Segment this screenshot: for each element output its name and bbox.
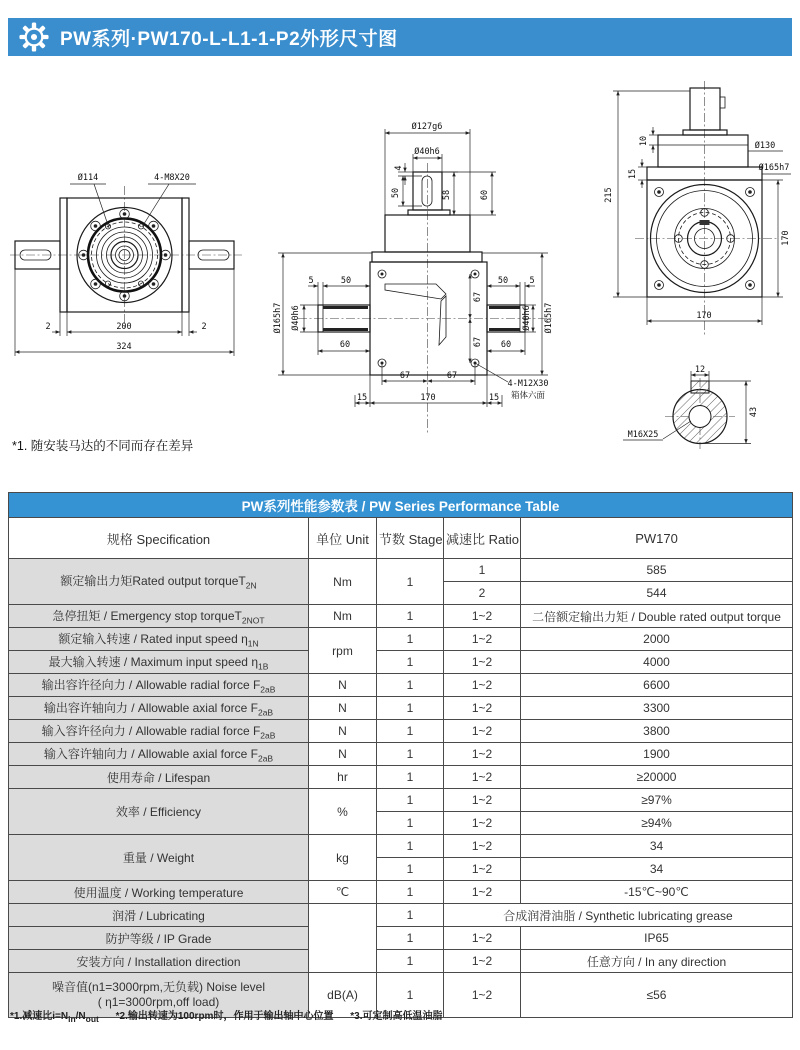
table-row bbox=[9, 628, 793, 651]
table-cell: 1~2 bbox=[444, 927, 521, 950]
dimension-label: 50 bbox=[340, 276, 352, 286]
table-cell: -15℃~90℃ bbox=[521, 881, 793, 904]
table-header-row bbox=[9, 518, 793, 559]
dimension-label: 5 bbox=[308, 276, 314, 286]
table-cell: 使用寿命 / Lifespan bbox=[9, 766, 309, 789]
dimension-label: 5 bbox=[529, 276, 535, 286]
table-cell: 1~2 bbox=[444, 881, 521, 904]
table-cell: ≤56 bbox=[521, 973, 793, 1018]
table-cell: 额定输出力矩Rated output torqueT$_{2N}$ bbox=[9, 559, 309, 605]
table-title-row bbox=[9, 493, 793, 518]
dimension-label: 12 bbox=[694, 365, 706, 375]
table-cell: 防护等级 / IP Grade bbox=[9, 927, 309, 950]
table-cell: IP65 bbox=[521, 927, 793, 950]
table-cell: 输出容许轴向力 / Allowable axial force $F_{2aB}$ bbox=[9, 697, 309, 720]
table-cell: 1 bbox=[377, 927, 444, 950]
table-cell: 34 bbox=[521, 835, 793, 858]
table-cell: 1 bbox=[377, 674, 444, 697]
dimension-label: 50 bbox=[391, 187, 401, 199]
table-cell: 1 bbox=[377, 835, 444, 858]
table-row bbox=[9, 835, 793, 858]
dimension-label: 60 bbox=[500, 340, 512, 350]
dimension-label: 215 bbox=[604, 187, 614, 203]
table-cell: 1 bbox=[444, 559, 521, 582]
dimension-label: 4-M12X30 bbox=[507, 379, 549, 389]
table-cell: Nm bbox=[309, 559, 377, 605]
dimension-label: 67 bbox=[446, 371, 458, 381]
table-row bbox=[9, 743, 793, 766]
table-cell: 1~2 bbox=[444, 674, 521, 697]
column-header: PW170 bbox=[521, 518, 793, 559]
footnote-3: *3.可定制高低温油脂 bbox=[350, 1011, 443, 1022]
dimension-label: 4 bbox=[394, 165, 404, 171]
front-view-drawing bbox=[8, 140, 258, 410]
dimension-label: 67 bbox=[473, 336, 483, 348]
page-title: PW系列·PW170-L-L1-1-P2外形尺寸图 bbox=[60, 28, 398, 50]
table-cell: Nm bbox=[309, 605, 377, 628]
table-cell: 1 bbox=[377, 973, 444, 1018]
table-cell: 任意方向 / In any direction bbox=[521, 950, 793, 973]
performance-table bbox=[8, 492, 793, 1018]
table-cell: 输入容许径向力 / Allowable radial force $F_{2aB}$ bbox=[9, 720, 309, 743]
table-cell: 6600 bbox=[521, 674, 793, 697]
dimension-label: Ø40h6 bbox=[291, 305, 301, 331]
table-cell: 1~2 bbox=[444, 720, 521, 743]
dimension-label: 2 bbox=[45, 322, 51, 332]
dimension-label: 324 bbox=[116, 342, 132, 352]
dimension-label: 43 bbox=[749, 406, 759, 418]
table-row bbox=[9, 950, 793, 973]
footnotes bbox=[10, 1007, 456, 1024]
dimension-label: 15 bbox=[488, 393, 500, 403]
table-row bbox=[9, 789, 793, 812]
table-cell: 1 bbox=[377, 858, 444, 881]
table-cell: 1 bbox=[377, 881, 444, 904]
dimension-label: 15 bbox=[628, 168, 638, 180]
table-cell: 34 bbox=[521, 858, 793, 881]
header-bar bbox=[8, 18, 792, 56]
dimension-label: Ø114 bbox=[77, 173, 99, 183]
table-cell: 2 bbox=[444, 582, 521, 605]
drawing-note: *1. 随安装马达的不同而存在差异 bbox=[12, 439, 194, 453]
dimension-label: Ø130 bbox=[754, 141, 776, 151]
table-cell: 润滑 / Lubricating bbox=[9, 904, 309, 927]
table-cell: dB(A) bbox=[309, 973, 377, 1018]
table-cell: N bbox=[309, 697, 377, 720]
table-cell: 重量 / Weight bbox=[9, 835, 309, 881]
dimension-label: 4-M8X20 bbox=[154, 173, 190, 183]
table-cell: 噪音值(n1=3000rpm,无负载) Noise level ( η1=3000rpm,off load) bbox=[9, 973, 309, 1018]
table-row bbox=[9, 720, 793, 743]
table-cell: 1900 bbox=[521, 743, 793, 766]
gear-icon bbox=[18, 21, 50, 53]
table-row bbox=[9, 881, 793, 904]
footnote-2: *2.输出转速为100rpm时，作用于输出轴中心位置 bbox=[115, 1011, 334, 1022]
dimension-label: 67 bbox=[399, 371, 411, 381]
table-cell: 1~2 bbox=[444, 973, 521, 1018]
table-row bbox=[9, 605, 793, 628]
column-header: 减速比 Ratio bbox=[444, 518, 521, 559]
table-cell: 1 bbox=[377, 766, 444, 789]
table-cell: 1 bbox=[377, 720, 444, 743]
dimension-label: Ø40h6 bbox=[522, 305, 532, 331]
table-cell: 1 bbox=[377, 789, 444, 812]
table-cell: 1~2 bbox=[444, 950, 521, 973]
table-cell: ≥97% bbox=[521, 789, 793, 812]
table-cell: 1 bbox=[377, 697, 444, 720]
table-cell bbox=[309, 904, 377, 973]
table-cell: 4000 bbox=[521, 651, 793, 674]
table-cell: 1 bbox=[377, 904, 444, 927]
dimension-label: 170 bbox=[781, 230, 791, 246]
table-cell: 1 bbox=[377, 559, 444, 605]
table-row bbox=[9, 697, 793, 720]
top-view-drawing bbox=[555, 75, 800, 450]
dimension-label: 箱体六面 bbox=[510, 391, 546, 401]
table-cell: 1 bbox=[377, 812, 444, 835]
table-row bbox=[9, 766, 793, 789]
dimension-label: 67 bbox=[473, 291, 483, 303]
dimension-label: Ø40h6 bbox=[414, 147, 440, 157]
dimension-label: 15 bbox=[356, 393, 368, 403]
table-cell: 1~2 bbox=[444, 766, 521, 789]
dimension-label: 58 bbox=[442, 189, 452, 201]
table-cell: kg bbox=[309, 835, 377, 881]
table-cell: N bbox=[309, 743, 377, 766]
table-cell: 额定输入转速 / Rated input speed $\eta_{1N}$ bbox=[9, 628, 309, 651]
dimension-label: Ø165h7 bbox=[544, 302, 554, 334]
table-cell: ≥94% bbox=[521, 812, 793, 835]
dimension-label: 10 bbox=[639, 135, 649, 147]
table-cell: 输出容许径向力 / Allowable radial force $F_{2aB}$ bbox=[9, 674, 309, 697]
table-cell: 1~2 bbox=[444, 812, 521, 835]
dimension-label: 2 bbox=[201, 322, 207, 332]
table-cell: 使用温度 / Working temperature bbox=[9, 881, 309, 904]
table-cell: 585 bbox=[521, 559, 793, 582]
table-cell: 1~2 bbox=[444, 628, 521, 651]
table-cell: 1~2 bbox=[444, 835, 521, 858]
table-cell: hr bbox=[309, 766, 377, 789]
table-cell: 1~2 bbox=[444, 651, 521, 674]
table-cell: 急停扭矩 / Emergency stop torqueT$_{2NOT}$ bbox=[9, 605, 309, 628]
table-cell: 1 bbox=[377, 651, 444, 674]
table-title: PW系列性能参数表 / PW Series Performance Table bbox=[9, 493, 793, 518]
table-cell: 1 bbox=[377, 743, 444, 766]
table-row bbox=[9, 674, 793, 697]
table-cell: 1~2 bbox=[444, 697, 521, 720]
table-cell: 1~2 bbox=[444, 605, 521, 628]
dimension-label: 170 bbox=[420, 393, 436, 403]
table-cell: 544 bbox=[521, 582, 793, 605]
table-cell: 1 bbox=[377, 628, 444, 651]
column-header: 单位 Unit bbox=[309, 518, 377, 559]
dimension-label: 170 bbox=[696, 311, 712, 321]
table-cell: 2000 bbox=[521, 628, 793, 651]
table-cell: 1~2 bbox=[444, 858, 521, 881]
table-row bbox=[9, 904, 793, 927]
table-cell: 安装方向 / Installation direction bbox=[9, 950, 309, 973]
dimension-label: 200 bbox=[116, 322, 132, 332]
column-header: 规格 Specification bbox=[9, 518, 309, 559]
table-cell: N bbox=[309, 674, 377, 697]
dimension-label: Ø165h7 bbox=[758, 163, 790, 173]
table-row bbox=[9, 927, 793, 950]
table-cell: 输入容许轴向力 / Allowable axial force $F_{2aB}$ bbox=[9, 743, 309, 766]
table-cell: rpm bbox=[309, 628, 377, 674]
dimension-label: 60 bbox=[480, 189, 490, 201]
table-cell: ℃ bbox=[309, 881, 377, 904]
table-cell: 3300 bbox=[521, 697, 793, 720]
table-cell: ≥20000 bbox=[521, 766, 793, 789]
table-cell: % bbox=[309, 789, 377, 835]
table-cell: 效率 / Efficiency bbox=[9, 789, 309, 835]
table-cell: 1~2 bbox=[444, 743, 521, 766]
table-row bbox=[9, 559, 793, 582]
table-cell: N bbox=[309, 720, 377, 743]
table-row bbox=[9, 651, 793, 674]
table-cell: 二倍额定输出力矩 / Double rated output torque bbox=[521, 605, 793, 628]
dimension-label: M16X25 bbox=[627, 430, 659, 440]
dimension-label: 60 bbox=[339, 340, 351, 350]
dimension-label: 50 bbox=[497, 276, 509, 286]
footnote-1: *1.减速比$i=N_{in}/N_{out}$ bbox=[10, 1011, 99, 1024]
table-cell: 3800 bbox=[521, 720, 793, 743]
dimension-label: Ø127g6 bbox=[411, 122, 443, 132]
table-cell: 1 bbox=[377, 950, 444, 973]
table-cell: 1 bbox=[377, 605, 444, 628]
table-cell: 最大输入转速 / Maximum input speed $\eta_{1B}$ bbox=[9, 651, 309, 674]
column-header: 节数 Stage bbox=[377, 518, 444, 559]
table-cell: 1~2 bbox=[444, 789, 521, 812]
side-view-drawing bbox=[270, 85, 555, 440]
dimension-label: Ø165h7 bbox=[273, 302, 283, 334]
table-cell: 合成润滑油脂 / Synthetic lubricating grease bbox=[444, 904, 793, 927]
table-body bbox=[9, 559, 793, 1018]
